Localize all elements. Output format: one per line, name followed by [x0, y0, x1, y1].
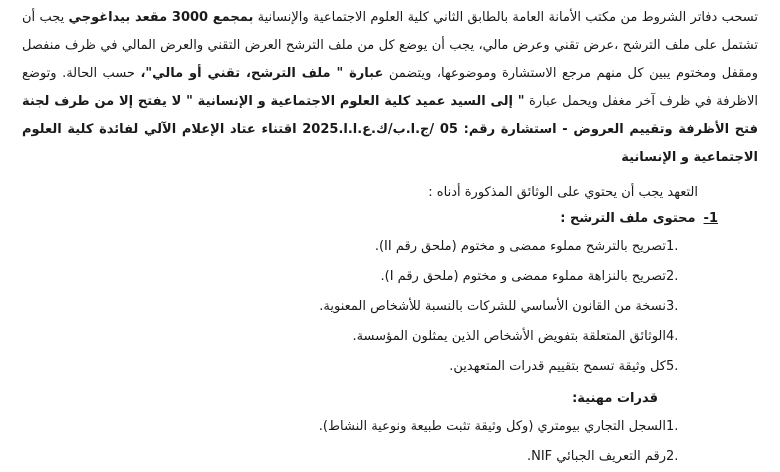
list-item [22, 232, 688, 262]
list-item-text: كل وثيقة تسمح بتقييم قدرات المتعهدين. [449, 359, 666, 374]
list-item-number: 5. [666, 359, 679, 374]
list-item [22, 352, 688, 382]
list-item-text: تصريح بالترشح مملوء ممضى و مختوم (ملحق رقم II). [374, 239, 666, 254]
paragraph-bold-3: " إلى السيد عميد كلية العلوم الاجتماعية و الإنسانية " لا يفتح إلا من طرف لجنة فتح الأظرفة وتقييم العروض - استشارة رقم: 05 /ج.ا.ب/ك.ع.ا.ا.2025 اقتناء عتاد الإعلام الآلي لفائدة كلية العلوم الاجتماعية و الإنسانية [22, 94, 758, 165]
paragraph-text-1: تسحب دفاتر الشروط من مكتب الأمانة العامة بالطابق الثاني كلية العلوم الاجتماعية والإنسانية [253, 10, 758, 25]
list-item [22, 442, 688, 472]
paragraph-text-2: يجب أن تشتمل على ملف الترشح ،عرض تقني وعرض مالي، يجب أن يوضع كل من ملف الترشح العرض التقني والعرض المالي في ظرف منفصل ومقفل ومختوم يبين كل منهم مرجع الاستشارة وموضوعها، ويتضمن [22, 10, 758, 81]
list-item-number: 2. [666, 269, 679, 284]
list-item-text: نسخة من القانون الأساسي للشركات بالنسبة للأشخاص المعنوية. [319, 299, 666, 314]
list-item-number: 2. [666, 449, 679, 464]
paragraph-bold-1: بمجمع 3000 مقعد بيداغوجي [68, 10, 254, 25]
list-item [22, 322, 688, 352]
section-1-title [22, 208, 718, 230]
list-item-text: الوثائق المتعلقة بتفويض الأشخاص الذين يمثلون المؤسسة. [352, 329, 666, 344]
list-item-text: السجل التجاري بيومتري (وكل وثيقة تثبت طبيعة ونوعية النشاط). [318, 419, 666, 434]
list-item-text: تصريح بالنزاهة مملوء ممضى و مختوم (ملحق رقم I). [380, 269, 666, 284]
list-item-text: رقم التعريف الجبائي NIF. [526, 449, 666, 464]
list-item [22, 412, 688, 442]
list-item [22, 262, 688, 292]
commitment-line: التعهد يجب أن يحتوي على الوثائق المذكورة أدناه : [428, 185, 698, 200]
list-item-number: 4. [666, 329, 679, 344]
conditions-paragraph [22, 4, 758, 172]
list-item-number: 3. [666, 299, 679, 314]
paragraph-bold-2: عبارة " ملف الترشح، تقني أو مالي"، [140, 66, 384, 81]
list-item-number: 1. [666, 419, 679, 434]
professional-capacities-list [22, 412, 758, 472]
section-1-number: 1- [703, 211, 718, 226]
professional-capacities-title: قدرات مهنية: [572, 391, 658, 406]
list-item-number: 1. [666, 239, 679, 254]
list-item [22, 292, 688, 322]
candidacy-file-list [22, 232, 758, 382]
section-1-label: محتوى ملف الترشح : [560, 211, 696, 226]
paragraph-text-3: حسب الحالة. وتوضع الاظرفة في ظرف آخر مغفل ويحمل عبارة [22, 66, 758, 109]
